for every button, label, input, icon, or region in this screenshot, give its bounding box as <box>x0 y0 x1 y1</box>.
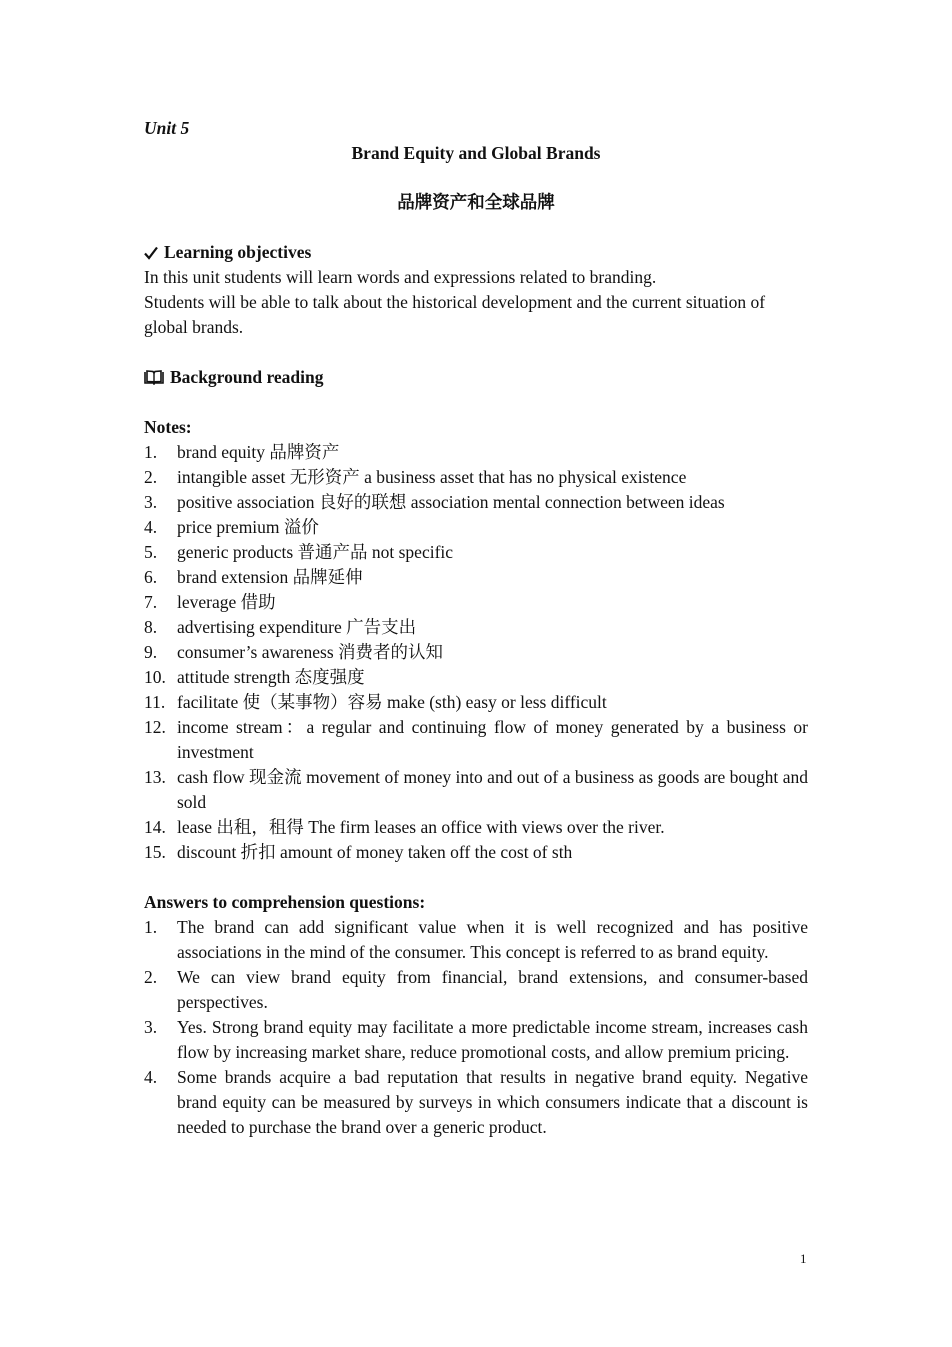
list-item: 12. income stream：a regular and continuing flow of money generated by a business or investment <box>144 717 808 762</box>
page-number: 1 <box>800 1251 807 1266</box>
list-item: 9. consumer’s awareness 消费者的认知 <box>144 642 444 662</box>
list-item: 1. The brand can add significant value when it is well recognized and has positive associations in the mind of the consumer. This concept is referred to as brand equity. <box>144 917 808 962</box>
objective-line: In this unit students will learn words and expressions related to branding. <box>144 267 657 287</box>
list-item: 14. lease 出租，租得 The firm leases an office with views over the river. <box>144 817 665 837</box>
list-item: 15. discount 折扣 amount of money taken off the cost of sth <box>144 842 573 862</box>
list-item: 8. advertising expenditure 广告支出 <box>144 617 417 637</box>
check-icon <box>144 246 158 260</box>
notes-list <box>144 440 808 865</box>
background-reading-heading <box>144 365 808 390</box>
list-item: 11. facilitate 使（某事物）容易 make (sth) easy or less difficult <box>144 692 607 712</box>
learning-objectives-label: Learning objectives <box>164 242 312 262</box>
answers-heading: Answers to comprehension questions: <box>144 892 426 912</box>
list-item: 13. cash flow 现金流 movement of money into and out of a business as goods are bought and sold <box>144 767 808 812</box>
document-page <box>144 116 808 1140</box>
list-item: 1. brand equity 品牌资产 <box>144 442 340 462</box>
list-item: 6. brand extension 品牌延伸 <box>144 567 363 587</box>
objective-line: Students will be able to talk about the historical development and the current situation of global brands. <box>144 292 766 337</box>
list-item: 3. Yes. Strong brand equity may facilitate a more predictable income stream, increases cash flow by increasing market share, reduce promotional costs, and allow premium pricing. <box>144 1017 808 1062</box>
list-item: 7. leverage 借助 <box>144 592 276 612</box>
page-title: Brand Equity and Global Brands <box>351 143 601 163</box>
learning-objectives-heading <box>144 240 808 265</box>
answers-list <box>144 915 808 1140</box>
notes-heading: Notes: <box>144 417 192 437</box>
list-item: 3. positive association 良好的联想 association mental connection between ideas <box>144 492 725 512</box>
list-item: 5. generic products 普通产品 not specific <box>144 542 454 562</box>
page-title-chinese: 品牌资产和全球品牌 <box>397 192 555 212</box>
list-item: 4. price premium 溢价 <box>144 517 319 537</box>
list-item: 4. Some brands acquire a bad reputation that results in negative brand equity. Negative brand equity can be measured by surveys in which consumers indicate that a discount is needed to purchase the brand over a generic product. <box>144 1067 808 1137</box>
background-reading-label: Background reading <box>170 367 324 387</box>
list-item: 2. intangible asset 无形资产 a business asset that has no physical existence <box>144 467 687 487</box>
unit-label: Unit 5 <box>144 118 190 138</box>
list-item: 10. attitude strength 态度强度 <box>144 667 365 687</box>
list-item: 2. We can view brand equity from financial, brand extensions, and consumer-based perspectives. <box>144 967 808 1012</box>
book-icon <box>144 370 164 385</box>
